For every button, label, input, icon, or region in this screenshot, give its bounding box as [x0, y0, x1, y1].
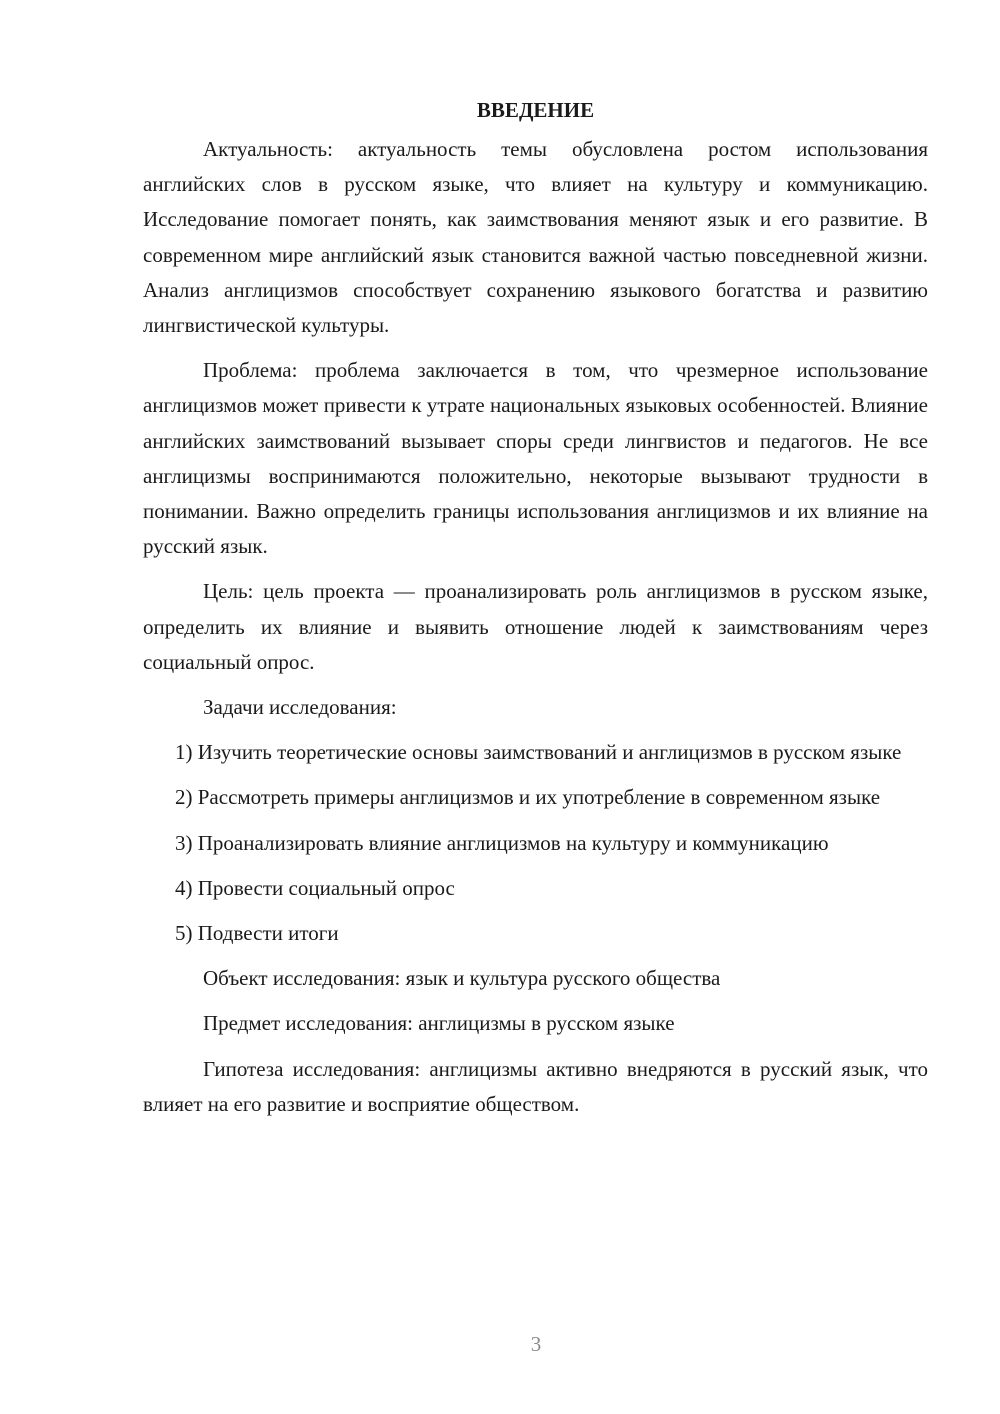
- document-page: [143, 92, 928, 1132]
- task-item: 5) Подвести итоги: [175, 921, 339, 946]
- goal-paragraph: Цель: цель проекта — проанализировать роль англицизмов в русском языке, определить их влияние и выявить отношение людей к заимствованиям через социальный опрос.: [143, 579, 928, 674]
- task-item: 1) Изучить теоретические основы заимствований и англицизмов в русском языке: [175, 740, 902, 765]
- tasks-heading: Задачи исследования:: [203, 695, 397, 720]
- problem-paragraph: Проблема: проблема заключается в том, что чрезмерное использование англицизмов может привести к утрате национальных языковых особенностей. Влияние английских заимствований вызывает споры среди лингвистов и педагогов. Не все англицизмы воспринимаются положительно, некоторые вызывают трудности в понимании. Важно определить границы использования англицизмов и их влияние на русский язык.: [143, 358, 928, 559]
- task-item: 3) Проанализировать влияние англицизмов на культуру и коммуникацию: [175, 830, 829, 855]
- relevance-paragraph: Актуальность: актуальность темы обусловлена ростом использования английских слов в русском языке, что влияет на культуру и коммуникацию. Исследование помогает понять, как заимствования меняют язык и его развитие. В современном мире английский язык становится важной частью повседневной жизни. Анализ англицизмов способствует сохранению языкового богатства и развитию лингвистической культуры.: [143, 137, 928, 338]
- task-item: 2) Рассмотреть примеры англицизмов и их употребление в современном языке: [175, 785, 881, 810]
- page-title: ВВЕДЕНИЕ: [476, 98, 595, 122]
- page-number: 3: [530, 1332, 542, 1356]
- hypothesis-paragraph: Гипотеза исследования: англицизмы активно внедряются в русский язык, что влияет на его развитие и восприятие обществом.: [143, 1056, 928, 1116]
- subject-paragraph: Предмет исследования: англицизмы в русском языке: [203, 1011, 675, 1036]
- object-paragraph: Объект исследования: язык и культура русского общества: [203, 966, 721, 991]
- task-item: 4) Провести социальный опрос: [175, 875, 455, 900]
